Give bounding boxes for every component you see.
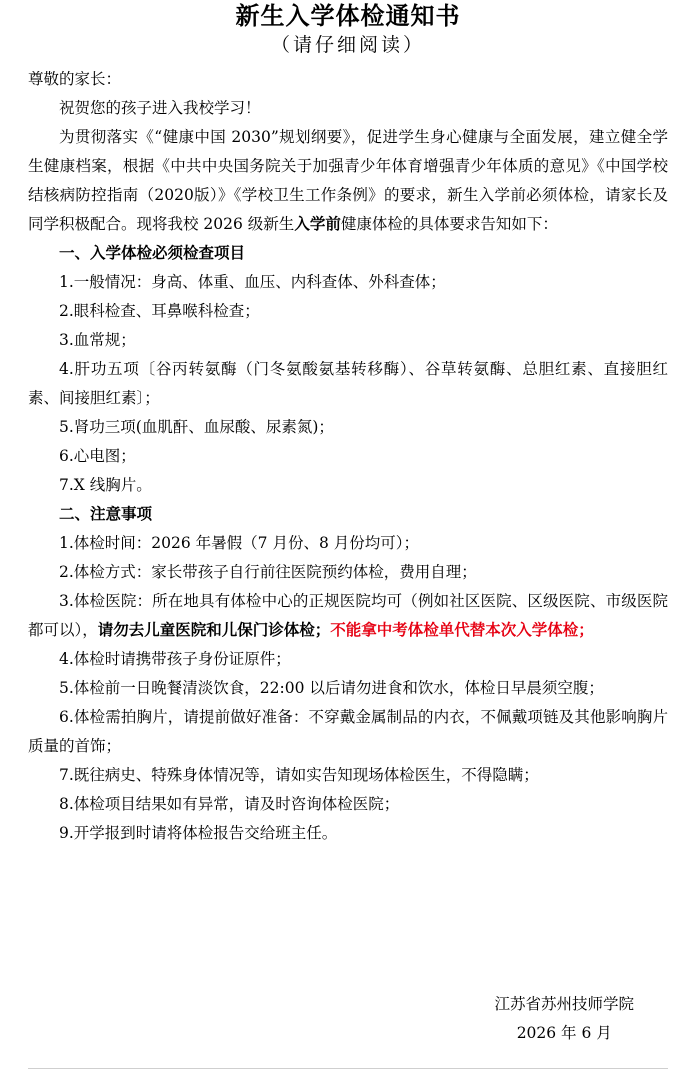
signature-block: [494, 990, 634, 1048]
section2-heading: 二、注意事项: [59, 505, 153, 523]
section1-item: 2.眼科检查、耳鼻喉科检查；: [59, 302, 260, 320]
intro-text-bold: 入学前: [294, 215, 341, 233]
section1-item: 4.肝功五项〔谷丙转氨酶（门冬氨酸氨基转移酶）、谷草转氨酶、总胆红素、直接胆红素、间接胆红素〕；: [28, 360, 668, 407]
section2-item: 2.体检方式：家长带孩子自行前往医院预约体检，费用自理；: [59, 563, 477, 581]
section1-heading: 一、入学体检必须检查项目: [59, 244, 246, 262]
section2-item: 7.既往病史、特殊身体情况等，请如实告知现场体检医生，不得隐瞒；: [59, 766, 539, 784]
document-title: 新生入学体检通知书: [235, 2, 461, 30]
hospital-warning-red: 不能拿中考体检单代替本次入学体检；: [330, 621, 594, 639]
document-subtitle: （请仔细阅读）: [270, 34, 425, 56]
intro-paragraph: [28, 123, 668, 239]
section2-item: 5.体检前一日晚餐清淡饮食，22:00 以后请勿进食和饮水，体检日早晨须空腹；: [59, 679, 604, 697]
greeting: 祝贺您的孩子进入我校学习！: [59, 99, 261, 117]
section1-item: 1.一般情况：身高、体重、血压、内科查体、外科查体；: [59, 273, 446, 291]
section1-item: 6.心电图；: [59, 447, 136, 465]
hospital-warning-bold: 请勿去儿童医院和儿保门诊体检；: [97, 621, 331, 639]
section2-item: 1.体检时间：2026 年暑假（7 月份、8 月份均可）；: [59, 534, 419, 552]
section2-item: 4.体检时请携带孩子身份证原件；: [59, 650, 291, 668]
hospital-text: 3.体检医院：所在地具有体检中心的正规医院均可（例如社区医院、区级医院、市级医院都可以），: [28, 592, 668, 639]
intro-text-1: 为贯彻落实《“健康中国 2030”规划纲要》，促进学生身心健康与全面发展，建立健全学生健康档案，根据《中共中央国务院关于加强青少年体育增强青少年体质的意见》《中国学校结核病防控指南（2020版）》《学校卫生工作条例》的要求，新生入学前必须体检，请家长及同学积极配合。现将我校 2026 级新生: [28, 128, 668, 233]
intro-text-2: 健康体检的具体要求告知如下：: [340, 215, 558, 233]
section1-item: 5.肾功三项(血肌酐、血尿酸、尿素氮)；: [59, 418, 334, 436]
signature-date: 2026 年 6 月: [516, 1024, 612, 1042]
section2-item: 8.体检项目结果如有异常，请及时咨询体检医院；: [59, 795, 400, 813]
section2-item: 6.体检需拍胸片，请提前做好准备：不穿戴金属制品的内衣，不佩戴项链及其他影响胸片质量的首饰；: [28, 708, 668, 755]
section1-item: 3.血常规；: [59, 331, 136, 349]
signature-organization: 江苏省苏州技师学院: [494, 995, 634, 1013]
salutation: 尊敬的家长：: [28, 70, 122, 88]
section2-item-hospital: [28, 587, 668, 645]
section2-item: 9.开学报到时请将体检报告交给班主任。: [59, 824, 338, 842]
section1-item: 7.X 线胸片。: [59, 476, 152, 494]
page-bottom-divider: [28, 1068, 668, 1069]
document-body: [28, 65, 668, 848]
